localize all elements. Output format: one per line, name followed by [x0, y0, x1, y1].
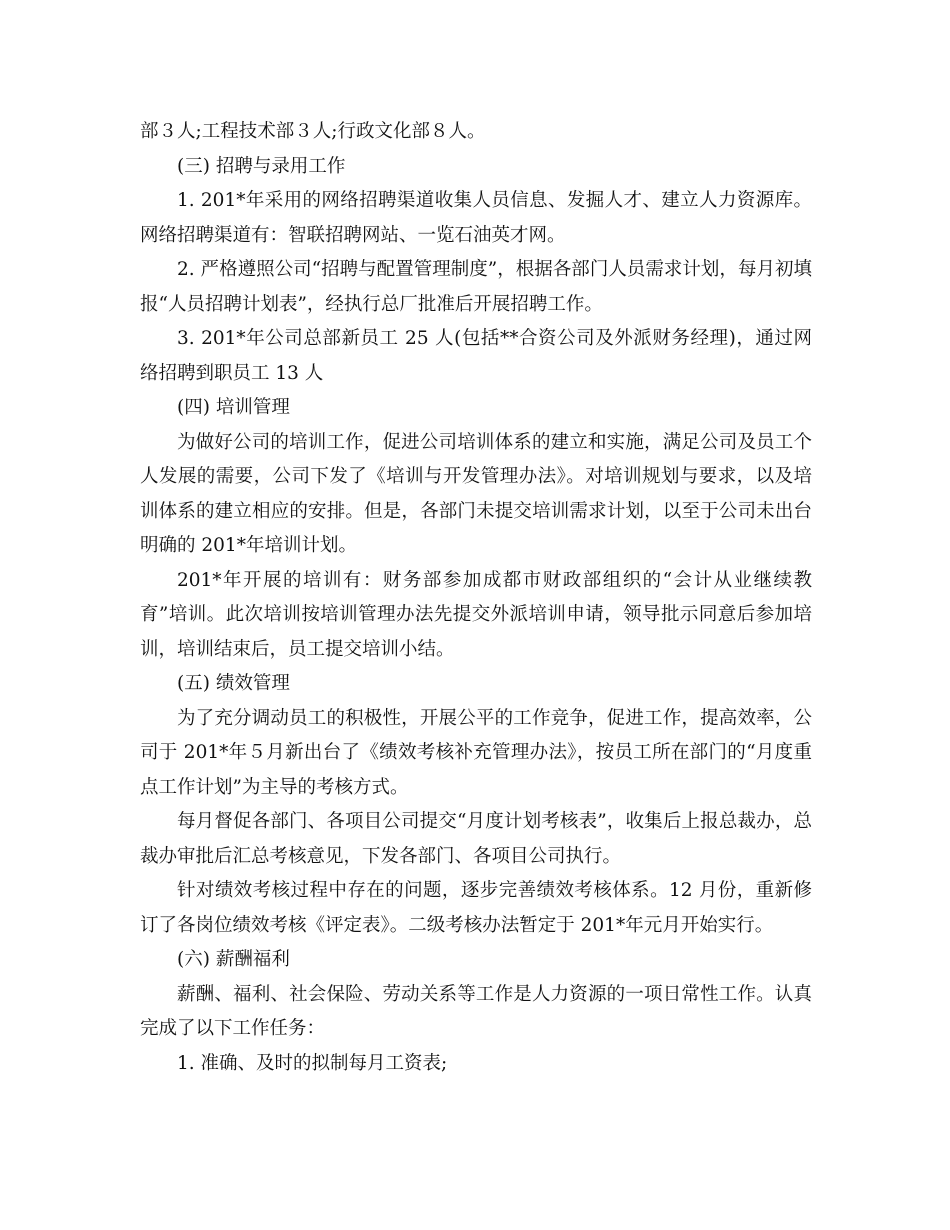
paragraph-recruitment-1: 1. 201*年采用的网络招聘渠道收集人员信息、发掘人才、建立人力资源库。网络招聘渠道有：智联招聘网站、一览石油英才网。 — [140, 190, 812, 246]
paragraph-1: 部３人;工程技术部３人;行政文化部８人。 — [140, 121, 486, 142]
paragraph-recruitment-2: 2. 严格遵照公司“招聘与配置管理制度”，根据各部门人员需求计划，每月初填报“人员招聘计划表”，经执行总厂批准后开展招聘工作。 — [140, 259, 812, 315]
paragraph-compensation-2: 1. 准确、及时的拟制每月工资表; — [177, 1052, 448, 1074]
paragraph-training-1: 为做好公司的培训工作，促进公司培训体系的建立和实施，满足公司及员工个人发展的需要，公司下发了《培训与开发管理办法》。对培训规划与要求，以及培训体系的建立相应的安排。但是，各部门未提交培训需求计划，以至于公司未出台明确的 201*年培训计划。 — [140, 431, 812, 556]
section-heading-compensation: (六) 薪酬福利 — [177, 949, 290, 970]
paragraph-compensation-1: 薪酬、福利、社会保险、劳动关系等工作是人力资源的一项日常性工作。认真完成了以下工作任务： — [140, 983, 812, 1039]
paragraph-performance-2: 每月督促各部门、各项目公司提交“月度计划考核表”，收集后上报总裁办，总裁办审批后汇总考核意见，下发各部门、各项目公司执行。 — [140, 811, 812, 867]
section-heading-training: (四) 培训管理 — [177, 397, 290, 418]
paragraph-performance-1: 为了充分调动员工的积极性，开展公平的工作竞争，促进工作，提高效率，公司于 201*年５月新出台了《绩效考核补充管理办法》，按员工所在部门的“月度重点工作计划”为主导的考核方式。 — [140, 707, 812, 798]
paragraph-training-2: 201*年开展的培训有：财务部参加成都市财政部组织的“会计从业继续教育”培训。此次培训按培训管理办法先提交外派培训申请，领导批示同意后参加培训，培训结束后，员工提交培训小结。 — [140, 569, 812, 660]
paragraph-recruitment-3: 3. 201*年公司总部新员工 25 人(包括**合资公司及外派财务经理)，通过网络招聘到职员工 13 人 — [140, 328, 812, 384]
paragraph-performance-3: 针对绩效考核过程中存在的问题，逐步完善绩效考核体系。12 月份，重新修订了各岗位绩效考核《评定表》。二级考核办法暂定于 201*年元月开始实行。 — [140, 880, 812, 936]
section-heading-performance: (五) 绩效管理 — [177, 673, 290, 694]
section-heading-recruitment: (三) 招聘与录用工作 — [177, 155, 346, 177]
document-page — [140, 115, 812, 1081]
